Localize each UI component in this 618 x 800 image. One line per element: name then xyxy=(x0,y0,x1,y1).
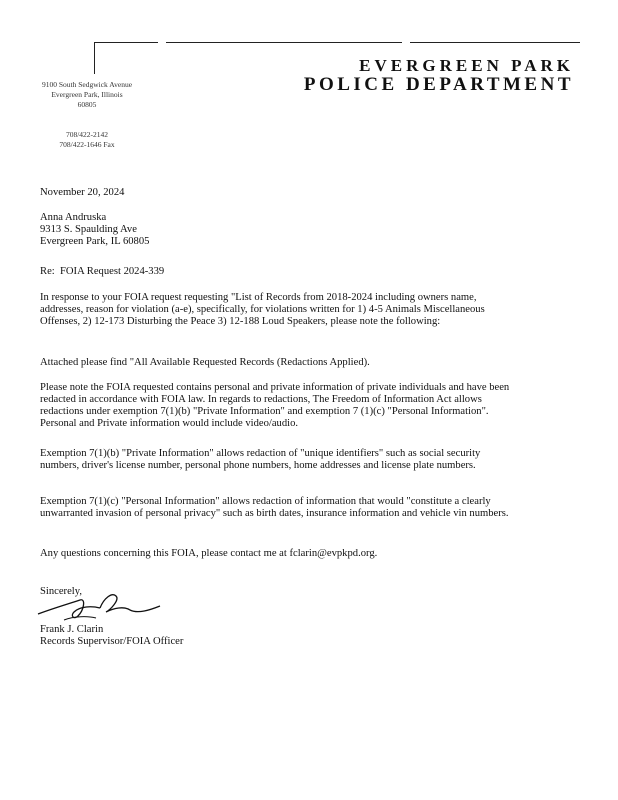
address-zip: 60805 xyxy=(77,100,97,109)
recipient-name: Anna Andruska xyxy=(40,212,107,223)
paragraph-redactions: Please note the FOIA requested contains personal and private information of private individuals and have been redacted in accordance with FOIA law. In regards to redactions, The Freedom of Information Act allows redactions under exemption 7(1)(b) "Private Information" and exemption 7 (1)(c) "Personal Information". Personal and Private information would include video/audio. xyxy=(40,382,510,429)
letterhead-rule-right xyxy=(410,42,580,43)
recipient-block xyxy=(40,212,520,248)
signer-title: Records Supervisor/FOIA Officer xyxy=(40,636,184,647)
fax-number: 708/422-1646 Fax xyxy=(59,140,115,149)
phone-number: 708/422-2142 xyxy=(65,130,109,139)
paragraph-private-info: Exemption 7(1)(b) "Private Information" allows redaction of "unique identifiers" such as social security numbers, driver's license number, personal phone numbers, home addresses and license plate numbers. xyxy=(40,448,481,471)
letter-date: November 20, 2024 xyxy=(40,187,125,198)
signer-block xyxy=(40,624,520,648)
paragraph-contact: Any questions concerning this FOIA, please contact me at fclarin@evpkpd.org. xyxy=(40,548,378,559)
paragraph-request: In response to your FOIA request requesting "List of Records from 2018-2024 including owners name, addresses, reason for violation (a-e), specifically, for violations written for 1) 4-5 Animals Miscellaneous Offenses, 2) 12-173 Disturbing the Peace 3) 12-188 Loud Speakers, please note the following: xyxy=(40,292,485,327)
department-contact xyxy=(32,130,142,150)
department-title-line2: POLICE DEPARTMENT xyxy=(303,74,574,95)
letterhead-rule-left xyxy=(94,42,158,43)
handwritten-signature xyxy=(34,586,164,626)
department-title-line1: EVERGREEN PARK xyxy=(359,56,574,75)
signer-name: Frank J. Clarin xyxy=(40,624,104,635)
closing: Sincerely, xyxy=(40,586,82,597)
recipient-city: Evergreen Park, IL 60805 xyxy=(40,236,150,247)
address-city: Evergreen Park, Illinois xyxy=(51,90,123,99)
subject-line: Re: FOIA Request 2024-339 xyxy=(40,266,165,277)
letterhead-rule-mid xyxy=(166,42,402,43)
address-street: 9100 South Sedgwick Avenue xyxy=(41,80,133,89)
letterhead-vertical-rule xyxy=(94,42,95,74)
recipient-street: 9313 S. Spaulding Ave xyxy=(40,224,137,235)
department-address xyxy=(32,80,142,110)
paragraph-personal-info: Exemption 7(1)(c) "Personal Information" allows redaction of information that would "constitute a clearly unwarranted invasion of personal privacy" such as birth dates, insurance information and vehicle vin numbers. xyxy=(40,496,509,519)
paragraph-attached: Attached please find "All Available Requested Records (Redactions Applied). xyxy=(40,357,370,368)
